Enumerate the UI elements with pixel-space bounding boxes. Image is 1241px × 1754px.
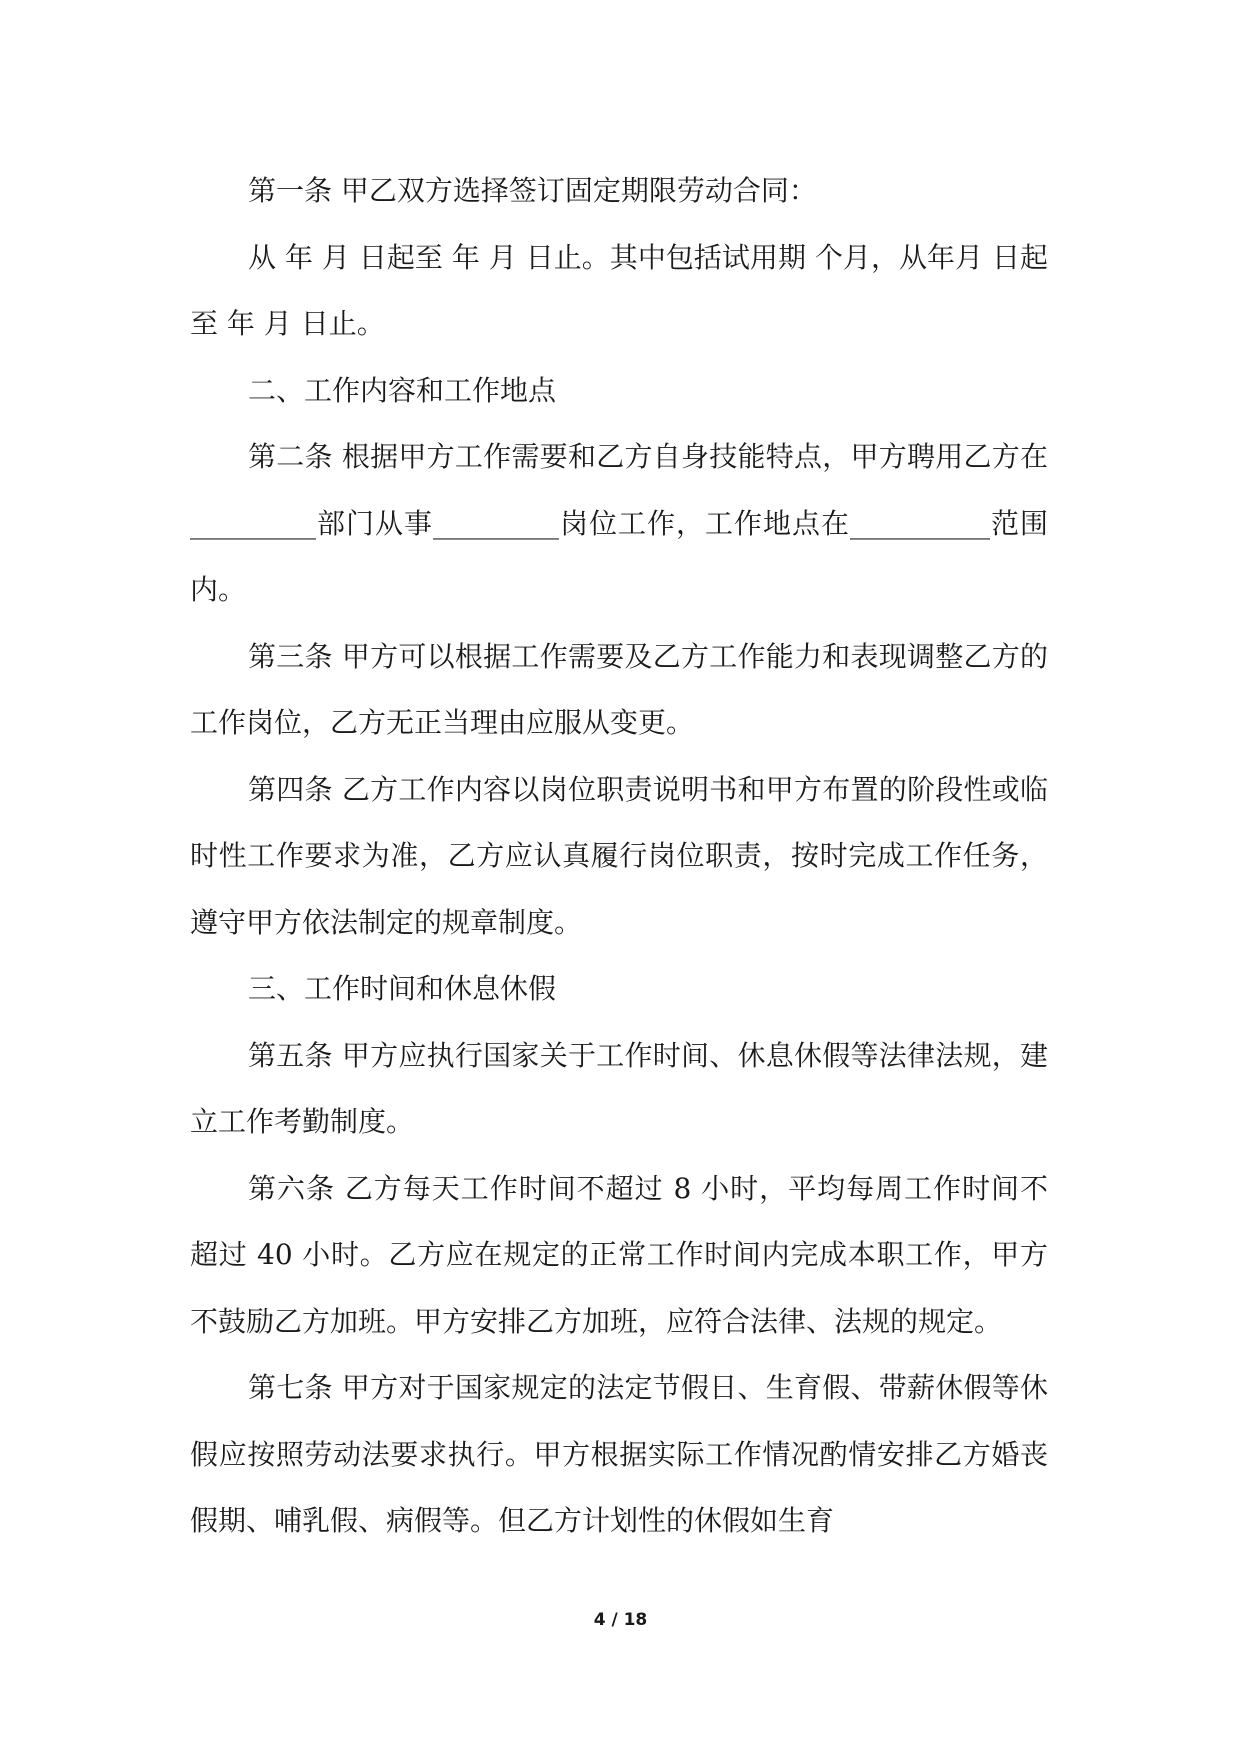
paragraph-contract-period: 从 年 月 日起至 年 月 日止。其中包括试用期 个月，从年月 日起至 年 月 日止。 [190, 240, 1048, 340]
paragraph-article-3: 第三条 甲方可以根据工作需要及乙方工作能力和表现调整乙方的工作岗位，乙方无正当理由应服从变更。 [190, 639, 1048, 739]
document-body [190, 158, 1048, 1555]
paragraph-article-2: 第二条 根据甲方工作需要和乙方自身技能特点，甲方聘用乙方在_________部门从事_________岗位工作，工作地点在__________范围内。 [190, 440, 1048, 606]
paragraph-article-1: 第一条 甲乙双方选择签订固定期限劳动合同： [248, 174, 817, 207]
section-heading-work-content: 二、工作内容和工作地点 [248, 373, 557, 407]
paragraph-article-7: 第七条 甲方对于国家规定的法定节假日、生育假、带薪休假等休假应按照劳动法要求执行。甲方根据实际工作情况酌情安排乙方婚丧假期、哺乳假、病假等。但乙方计划性的休假如生育 [190, 1371, 1048, 1537]
page-number: 4 / 18 [593, 1610, 648, 1630]
paragraph-article-5: 第五条 甲方应执行国家关于工作时间、休息休假等法律法规，建立工作考勤制度。 [190, 1038, 1048, 1138]
section-heading-work-hours: 三、工作时间和休息休假 [248, 972, 557, 1005]
paragraph-article-4: 第四条 乙方工作内容以岗位职责说明书和甲方布置的阶段性或临时性工作要求为准，乙方应认真履行岗位职责，按时完成工作任务，遵守甲方依法制定的规章制度。 [190, 772, 1048, 939]
paragraph-article-6: 第六条 乙方每天工作时间不超过 8 小时，平均每周工作时间不超过 40 小时。乙方应在规定的正常工作时间内完成本职工作，甲方不鼓励乙方加班。甲方安排乙方加班，应符合法律、法规的规定。 [190, 1171, 1048, 1338]
